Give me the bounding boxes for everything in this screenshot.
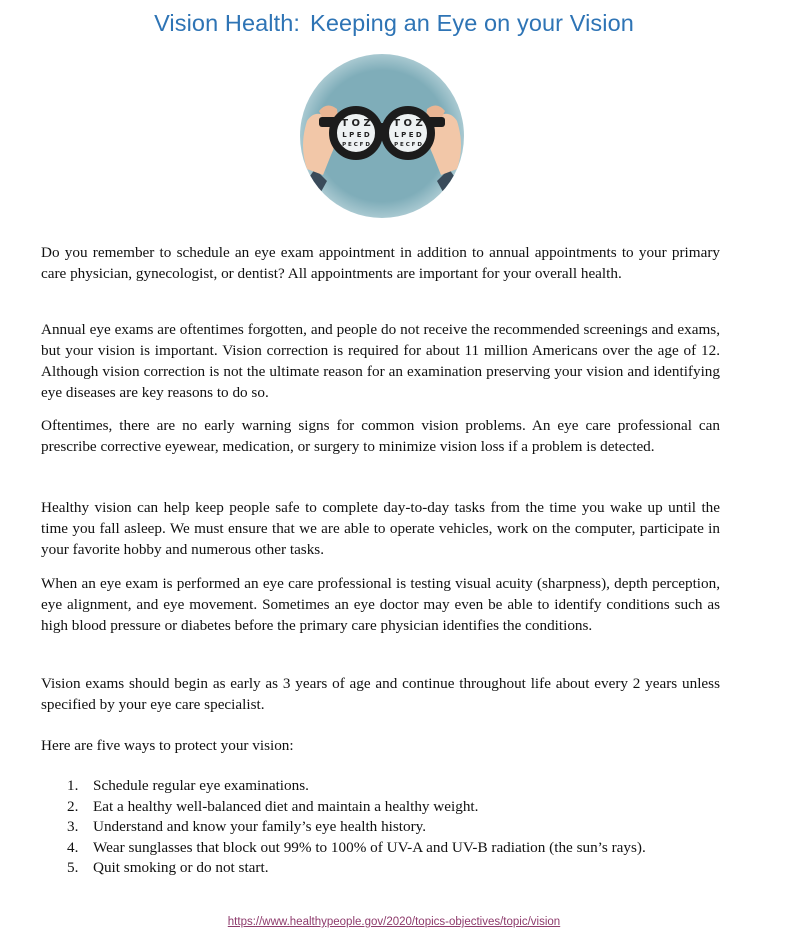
list-item xyxy=(41,838,720,859)
list-item xyxy=(41,817,720,838)
list-item xyxy=(41,858,720,879)
paragraph-5: When an eye exam is performed an eye care professional is testing visual acuity (sharpness), depth perception, eye alignment, and eye movement. Sometimes an eye doctor may even be able to identify conditions such as high blood pressure or diabetes before the primary care physician identifies the conditions. xyxy=(41,575,720,634)
list-item-text: Eat a healthy well-balanced diet and maintain a healthy weight. xyxy=(93,797,479,815)
list-item-number: 1. xyxy=(67,777,79,794)
list-item-number: 5. xyxy=(67,859,79,876)
chart-row-3-right: P E C F D xyxy=(394,142,422,148)
chart-row-2-right: L P E D xyxy=(394,131,422,139)
chart-row-2: L P E D xyxy=(342,131,370,139)
chart-row-3: P E C F D xyxy=(342,142,370,148)
list-item xyxy=(41,797,720,818)
list-item-text: Wear sunglasses that block out 99% to 100% of UV-A and UV-B radiation (the sun’s rays). xyxy=(93,838,646,856)
list-intro: Here are five ways to protect your vision: xyxy=(41,737,294,754)
list-item-text: Schedule regular eye examinations. xyxy=(93,777,309,794)
list-item-text: Understand and know your family’s eye health history. xyxy=(93,818,427,835)
paragraph-2: Annual eye exams are oftentimes forgotten, and people do not receive the recommended screenings and exams, but your vision is important. Vision correction is required for about 11 million Americans over the age of 12. Although vision correction is not the ultimate reason for an examination preserving your vision and identifying eye diseases are key reasons to do so. xyxy=(41,321,720,401)
list-item-number: 4. xyxy=(67,838,79,856)
paragraph-6: Vision exams should begin as early as 3 years of age and continue throughout life about every 2 years unless specified by your eye care specialist. xyxy=(41,675,720,713)
list-item-number: 3. xyxy=(67,818,79,835)
source-link[interactable]: https://www.healthypeople.gov/2020/topics-objectives/topic/vision xyxy=(227,916,561,928)
paragraph-3: Oftentimes, there are no early warning signs for common vision problems. An eye care professional can prescribe corrective eyewear, medication, or surgery to minimize vision loss if a problem is detected. xyxy=(41,417,720,455)
title-part-1: Vision Health: xyxy=(154,10,301,36)
chart-row-1: T O Z xyxy=(341,118,371,129)
list-item-number: 2. xyxy=(67,797,79,815)
title-part-2: Keeping an Eye on your Vision xyxy=(310,10,634,36)
list-item xyxy=(41,776,720,797)
page-title xyxy=(0,10,788,37)
chart-row-1-right: T O Z xyxy=(393,118,423,129)
list-item-text: Quit smoking or do not start. xyxy=(93,859,269,876)
paragraph-4: Healthy vision can help keep people safe to complete day-to-day tasks from the time you wake up until the time you fall asleep. We must ensure that we are able to operate vehicles, work on the computer, participate in your favorite hobby and numerous other tasks. xyxy=(41,499,720,558)
tips-list xyxy=(41,776,720,879)
glasses-eye-chart-icon xyxy=(297,51,467,221)
paragraph-1: Do you remember to schedule an eye exam appointment in addition to annual appointments to your primary care physician, gynecologist, or dentist? All appointments are important for your overall health. xyxy=(41,244,720,282)
